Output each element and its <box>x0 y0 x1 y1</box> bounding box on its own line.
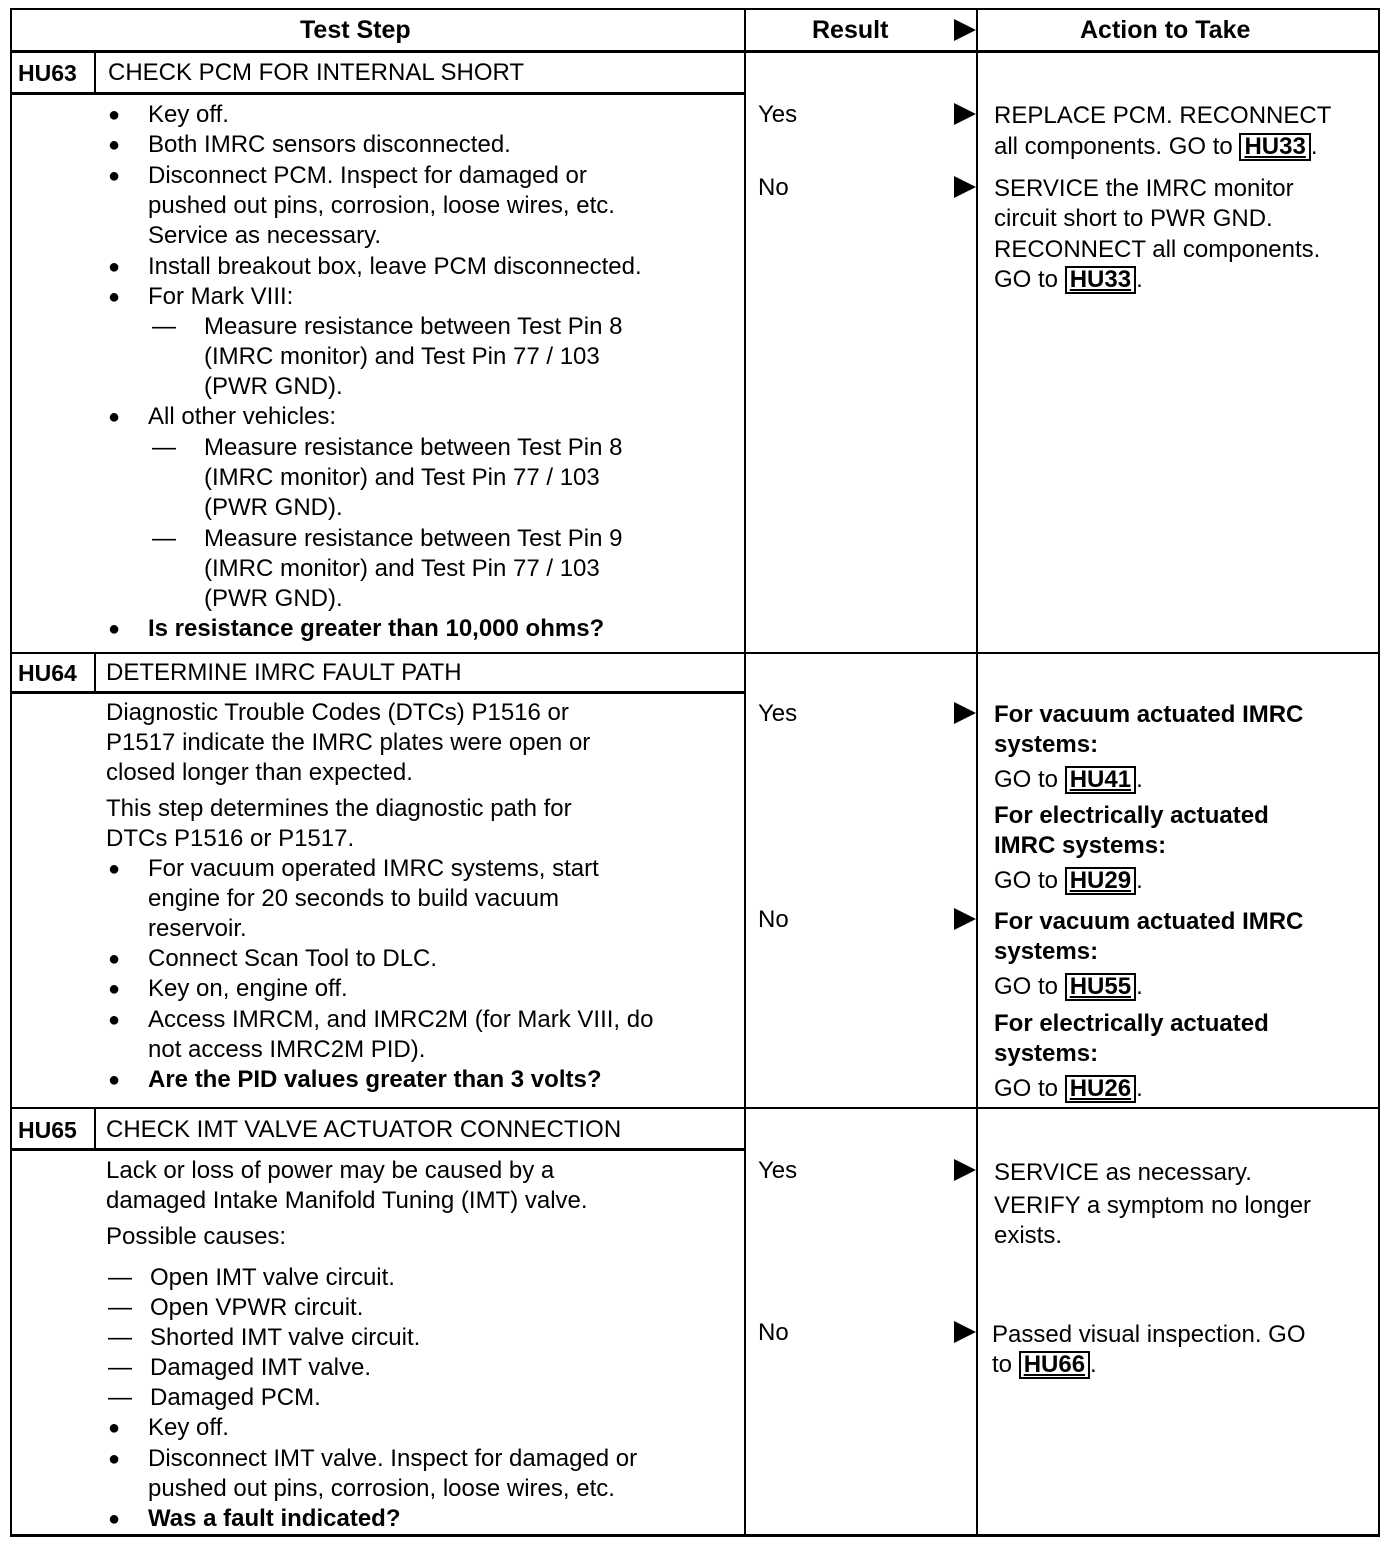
step-line: Connect Scan Tool to DLC. <box>148 945 438 972</box>
step-ref[interactable]: HU55 <box>1065 973 1136 1001</box>
step-line: Open VPWR circuit. <box>150 1294 364 1321</box>
step-code: HU65 <box>18 1117 77 1143</box>
step-line: Diagnostic Trouble Codes (DTCs) P1516 or <box>106 699 569 726</box>
bullet-icon: ● <box>108 618 121 640</box>
bullet-icon: ● <box>108 948 121 970</box>
action-text: GO to HU29 . <box>994 867 1143 894</box>
bullet-icon: ● <box>108 858 121 880</box>
table-bottom-border <box>10 1534 1380 1537</box>
action-text: exists. <box>994 1222 1063 1249</box>
action-text: SERVICE as necessary. <box>994 1159 1252 1186</box>
step-line: (IMRC monitor) and Test Pin 77 / 103 <box>204 343 600 370</box>
column-divider-action <box>976 8 978 1537</box>
result-no: No <box>758 1319 789 1346</box>
arrow-icon <box>954 176 976 198</box>
header-test-step: Test Step <box>300 15 411 44</box>
bullet-icon: ● <box>108 165 121 187</box>
action-heading: For electrically actuated <box>994 1010 1269 1037</box>
step-line: Service as necessary. <box>148 222 381 249</box>
action-heading: systems: <box>994 1040 1099 1067</box>
dash-icon: — <box>108 1264 132 1291</box>
step-line: P1517 indicate the IMRC plates were open or <box>106 729 591 756</box>
arrow-icon <box>954 702 976 724</box>
step-line: damaged Intake Manifold Tuning (IMT) valve. <box>106 1187 588 1214</box>
step-title: CHECK PCM FOR INTERNAL SHORT <box>108 59 525 86</box>
arrow-icon <box>954 103 976 125</box>
result-no: No <box>758 906 789 933</box>
step-ref[interactable]: HU33 <box>1239 133 1310 161</box>
dash-icon: — <box>108 1294 132 1321</box>
action-heading: For vacuum actuated IMRC <box>994 701 1304 728</box>
step-line: Disconnect PCM. Inspect for damaged or <box>148 162 587 189</box>
step-title: CHECK IMT VALVE ACTUATOR CONNECTION <box>106 1116 622 1143</box>
step-line: Measure resistance between Test Pin 8 <box>204 434 623 461</box>
row-divider <box>10 1107 1380 1109</box>
arrow-icon <box>954 908 976 930</box>
code-divider <box>94 1109 96 1149</box>
action-text: GO to <box>994 766 1059 793</box>
step-line: DTCs P1516 or P1517. <box>106 825 355 852</box>
step-line: Key off. <box>148 1414 229 1441</box>
title-underline <box>10 691 744 694</box>
step-line: (PWR GND). <box>204 494 343 521</box>
action-text: Passed visual inspection. GO <box>992 1321 1306 1348</box>
step-line: reservoir. <box>148 915 247 942</box>
step-line: All other vehicles: <box>148 403 337 430</box>
step-line: Key off. <box>148 101 229 128</box>
step-line: Open IMT valve circuit. <box>150 1264 395 1291</box>
step-ref[interactable]: HU29 <box>1065 867 1136 895</box>
header-arrow-icon <box>954 19 976 41</box>
step-line: Possible causes: <box>106 1223 287 1250</box>
step-line: Damaged PCM. <box>150 1384 321 1411</box>
table-left-border <box>10 8 12 1537</box>
step-line: This step determines the diagnostic path for <box>106 795 572 822</box>
step-question: Are the PID values greater than 3 volts? <box>148 1066 602 1093</box>
action-text: GO to HU26 . <box>994 1075 1143 1102</box>
action-text: REPLACE PCM. RECONNECT <box>994 102 1332 129</box>
step-line: For Mark VIII: <box>148 283 294 310</box>
bullet-icon: ● <box>108 1448 121 1470</box>
action-text: all components. GO to HU33 . <box>994 133 1318 160</box>
step-question: Is resistance greater than 10,000 ohms? <box>148 615 605 642</box>
row-divider <box>10 652 1380 654</box>
action-heading: For vacuum actuated IMRC <box>994 908 1304 935</box>
result-no: No <box>758 174 789 201</box>
dash-icon: — <box>108 1324 132 1351</box>
action-text: all components. GO to <box>994 133 1233 160</box>
bullet-icon: ● <box>108 978 121 1000</box>
action-text: GO to <box>994 1075 1059 1102</box>
header-action: Action to Take <box>1080 15 1251 44</box>
dash-icon: — <box>152 525 176 552</box>
step-line: Measure resistance between Test Pin 8 <box>204 313 623 340</box>
result-yes: Yes <box>758 101 798 128</box>
step-line: Damaged IMT valve. <box>150 1354 371 1381</box>
action-heading: For electrically actuated <box>994 802 1269 829</box>
step-line: (PWR GND). <box>204 585 343 612</box>
diagnostic-table <box>10 8 1380 1538</box>
bullet-icon: ● <box>108 1069 121 1091</box>
step-line: Both IMRC sensors disconnected. <box>148 131 511 158</box>
dash-icon: — <box>152 313 176 340</box>
step-line: Measure resistance between Test Pin 9 <box>204 525 623 552</box>
action-text: GO to <box>994 973 1059 1000</box>
action-text: VERIFY a symptom no longer <box>994 1192 1312 1219</box>
action-text: RECONNECT all components. <box>994 236 1321 263</box>
step-question: Was a fault indicated? <box>148 1505 401 1532</box>
code-divider <box>94 654 96 692</box>
action-text: to HU66 . <box>992 1351 1097 1378</box>
action-heading: IMRC systems: <box>994 832 1167 859</box>
step-line: For vacuum operated IMRC systems, start <box>148 855 599 882</box>
dash-icon: — <box>108 1384 132 1411</box>
step-ref[interactable]: HU41 <box>1065 766 1136 794</box>
step-code: HU63 <box>18 60 77 86</box>
result-yes: Yes <box>758 700 798 727</box>
bullet-icon: ● <box>108 286 121 308</box>
step-line: Access IMRCM, and IMRC2M (for Mark VIII, do <box>148 1006 654 1033</box>
action-text: GO to <box>994 867 1059 894</box>
step-line: closed longer than expected. <box>106 759 413 786</box>
step-line: pushed out pins, corrosion, loose wires, etc. <box>148 1475 615 1502</box>
arrow-icon <box>954 1321 976 1343</box>
step-line: not access IMRC2M PID). <box>148 1036 426 1063</box>
bullet-icon: ● <box>108 1417 121 1439</box>
step-line: engine for 20 seconds to build vacuum <box>148 885 559 912</box>
action-text: circuit short to PWR GND. <box>994 205 1273 232</box>
step-title: DETERMINE IMRC FAULT PATH <box>106 659 462 686</box>
bullet-icon: ● <box>108 104 121 126</box>
bullet-icon: ● <box>108 256 121 278</box>
step-line: Key on, engine off. <box>148 975 348 1002</box>
title-underline <box>10 92 744 95</box>
dash-icon: — <box>152 434 176 461</box>
step-line: pushed out pins, corrosion, loose wires, etc. <box>148 192 615 219</box>
header-result: Result <box>812 15 889 44</box>
step-ref[interactable]: HU66 <box>1019 1351 1090 1379</box>
step-line: Shorted IMT valve circuit. <box>150 1324 421 1351</box>
bullet-icon: ● <box>108 1508 121 1530</box>
step-line: (PWR GND). <box>204 373 343 400</box>
step-line: Disconnect IMT valve. Inspect for damaged or <box>148 1445 638 1472</box>
step-line: Install breakout box, leave PCM disconnected. <box>148 253 642 280</box>
table-right-border <box>1378 8 1380 1537</box>
action-text: GO to HU41 . <box>994 766 1143 793</box>
action-text: GO to HU55 . <box>994 973 1143 1000</box>
step-ref[interactable]: HU33 <box>1065 266 1136 294</box>
action-text: to <box>992 1351 1013 1378</box>
dash-icon: — <box>108 1354 132 1381</box>
arrow-icon <box>954 1159 976 1181</box>
action-heading: systems: <box>994 938 1099 965</box>
step-line: (IMRC monitor) and Test Pin 77 / 103 <box>204 464 600 491</box>
bullet-icon: ● <box>108 134 121 156</box>
bullet-icon: ● <box>108 1009 121 1031</box>
step-ref[interactable]: HU26 <box>1065 1075 1136 1103</box>
code-divider <box>94 53 96 93</box>
action-heading: systems: <box>994 731 1099 758</box>
result-yes: Yes <box>758 1157 798 1184</box>
title-underline <box>10 1148 744 1151</box>
step-line: (IMRC monitor) and Test Pin 77 / 103 <box>204 555 600 582</box>
bullet-icon: ● <box>108 406 121 428</box>
action-text: SERVICE the IMRC monitor <box>994 175 1294 202</box>
column-divider-result <box>744 8 746 1537</box>
step-code: HU64 <box>18 660 77 686</box>
action-text: GO to <box>994 266 1059 293</box>
action-text: GO to HU33 . <box>994 266 1143 293</box>
step-line: Lack or loss of power may be caused by a <box>106 1157 555 1184</box>
